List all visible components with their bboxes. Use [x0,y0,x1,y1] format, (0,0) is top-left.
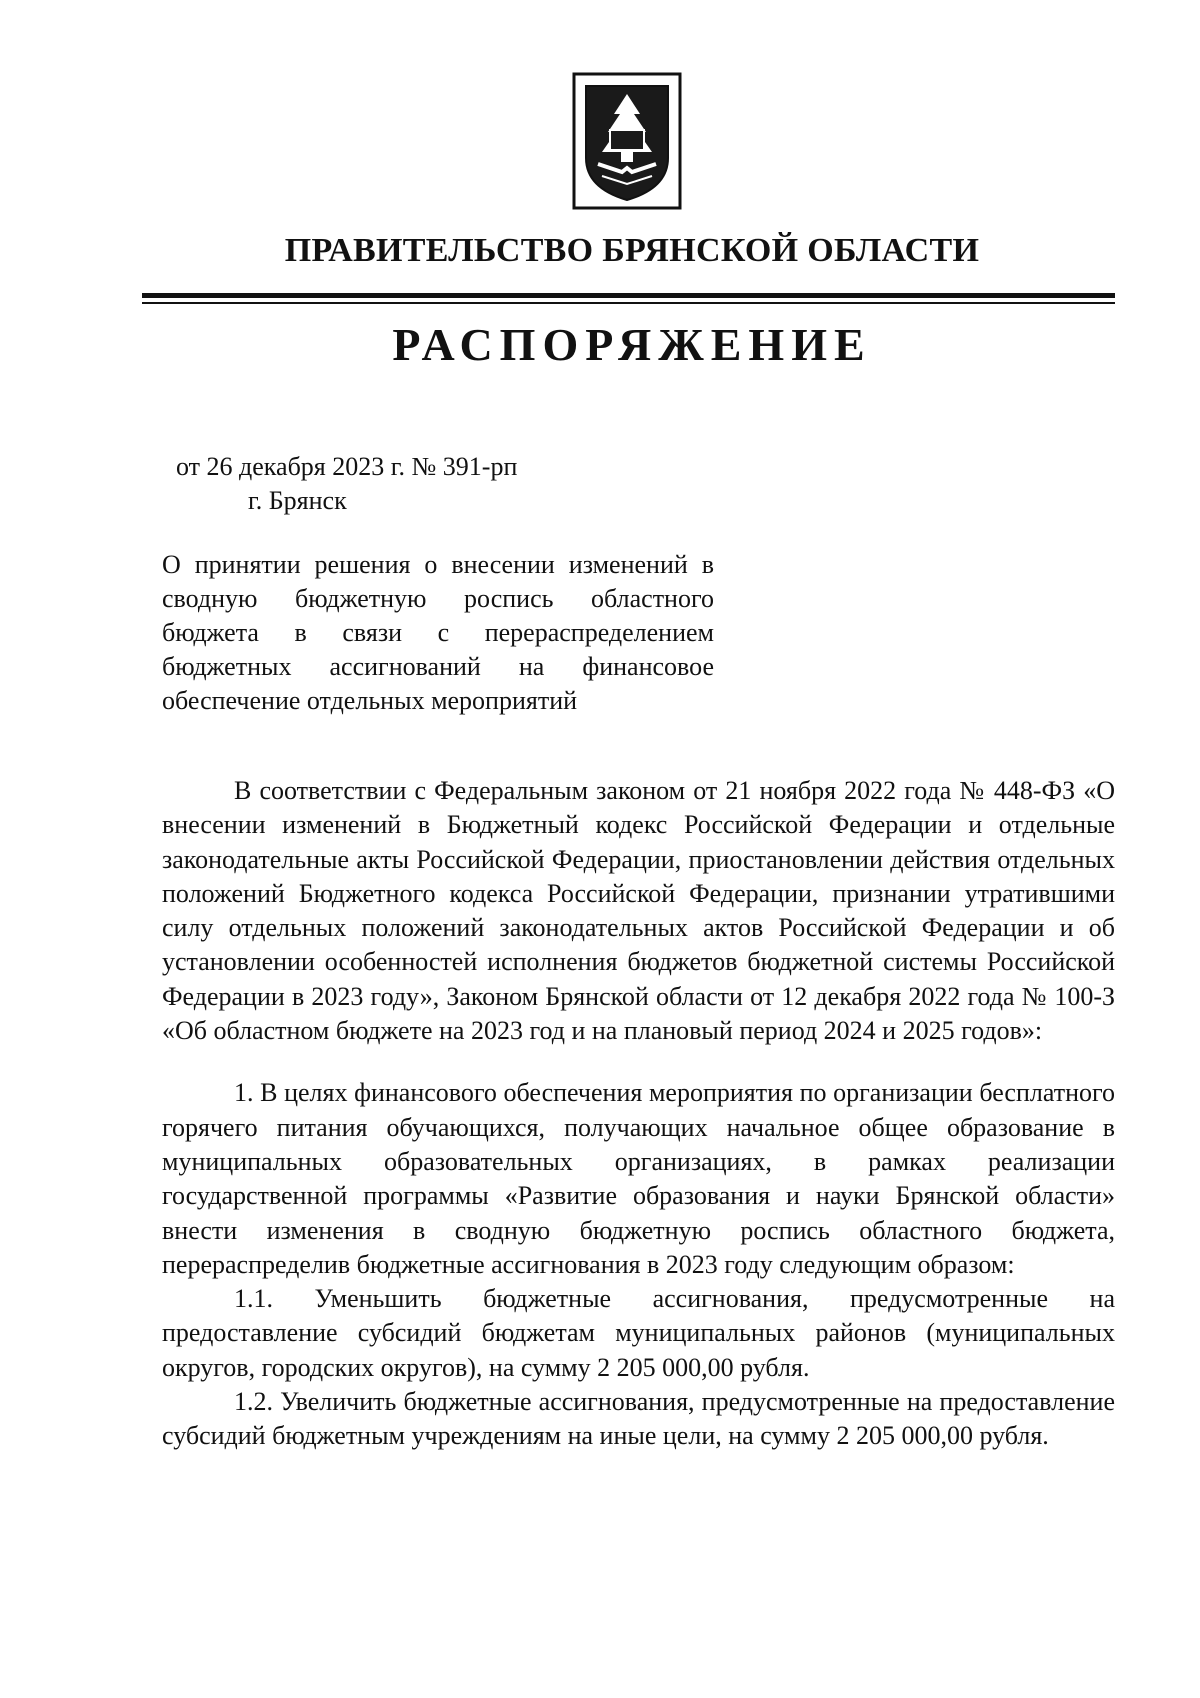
document-type-title: РАСПОРЯЖЕНИЕ [392,319,872,370]
document-body [162,774,1115,1454]
document-date-number: от 26 декабря 2023 г. № 391-рп [176,452,518,481]
paragraph-item-1-2: 1.2. Увеличить бюджетные ассигнования, предусмотренные на предоставление субсидий бюджетным учреждениям на иные цели, на сумму 2 205 000,00 рубля. [162,1387,1115,1451]
paragraph-preamble: В соответствии с Федеральным законом от 21 ноября 2022 года № 448-ФЗ «О внесении изменений в Бюджетный кодекс Российской Федерации и отдельные законодательные акты Российской Федерации, приостановлении действия отдельных положений Бюджетного кодекса Российской Федерации, признании утратившими силу отдельных положений законодательных актов Российской Федерации и об установлении особенностей исполнения бюджетов бюджетной системы Российской Федерации в 2023 году», Законом Брянской области от 12 декабря 2022 года № 100-З «Об областном бюджете на 2023 год и на плановый период 2024 и 2025 годов»: [162,776,1115,1046]
document-city: г. Брянск [248,486,347,515]
paragraph-item-1: 1. В целях финансового обеспечения мероприятия по организации бесплатного горячего питания обучающихся, получающих начальное общее образование в муниципальных образовательных организациях, в рамках реализации государственной программы «Развитие образования и науки Брянской области» внести изменения в сводную бюджетную роспись областного бюджета, перераспределив бюджетные ассигнования в 2023 году следующим образом: [162,1078,1115,1279]
header-divider-thin [142,302,1115,304]
header-divider-thick [142,293,1115,298]
bryansk-coat-of-arms-icon [572,72,682,210]
document-subject: О принятии решения о внесении изменений в сводную бюджетную роспись областного бюджета в связи с перераспределением бюджетных ассигнований на финансовое обеспечение отдельных мероприятий [162,550,714,715]
paragraph-item-1-1: 1.1. Уменьшить бюджетные ассигнования, предусмотренные на предоставление субсидий бюджетам муниципальных районов (муниципальных округов, городских округов), на сумму 2 205 000,00 рубля. [162,1284,1115,1382]
organization-title: ПРАВИТЕЛЬСТВО БРЯНСКОЙ ОБЛАСТИ [284,232,980,269]
